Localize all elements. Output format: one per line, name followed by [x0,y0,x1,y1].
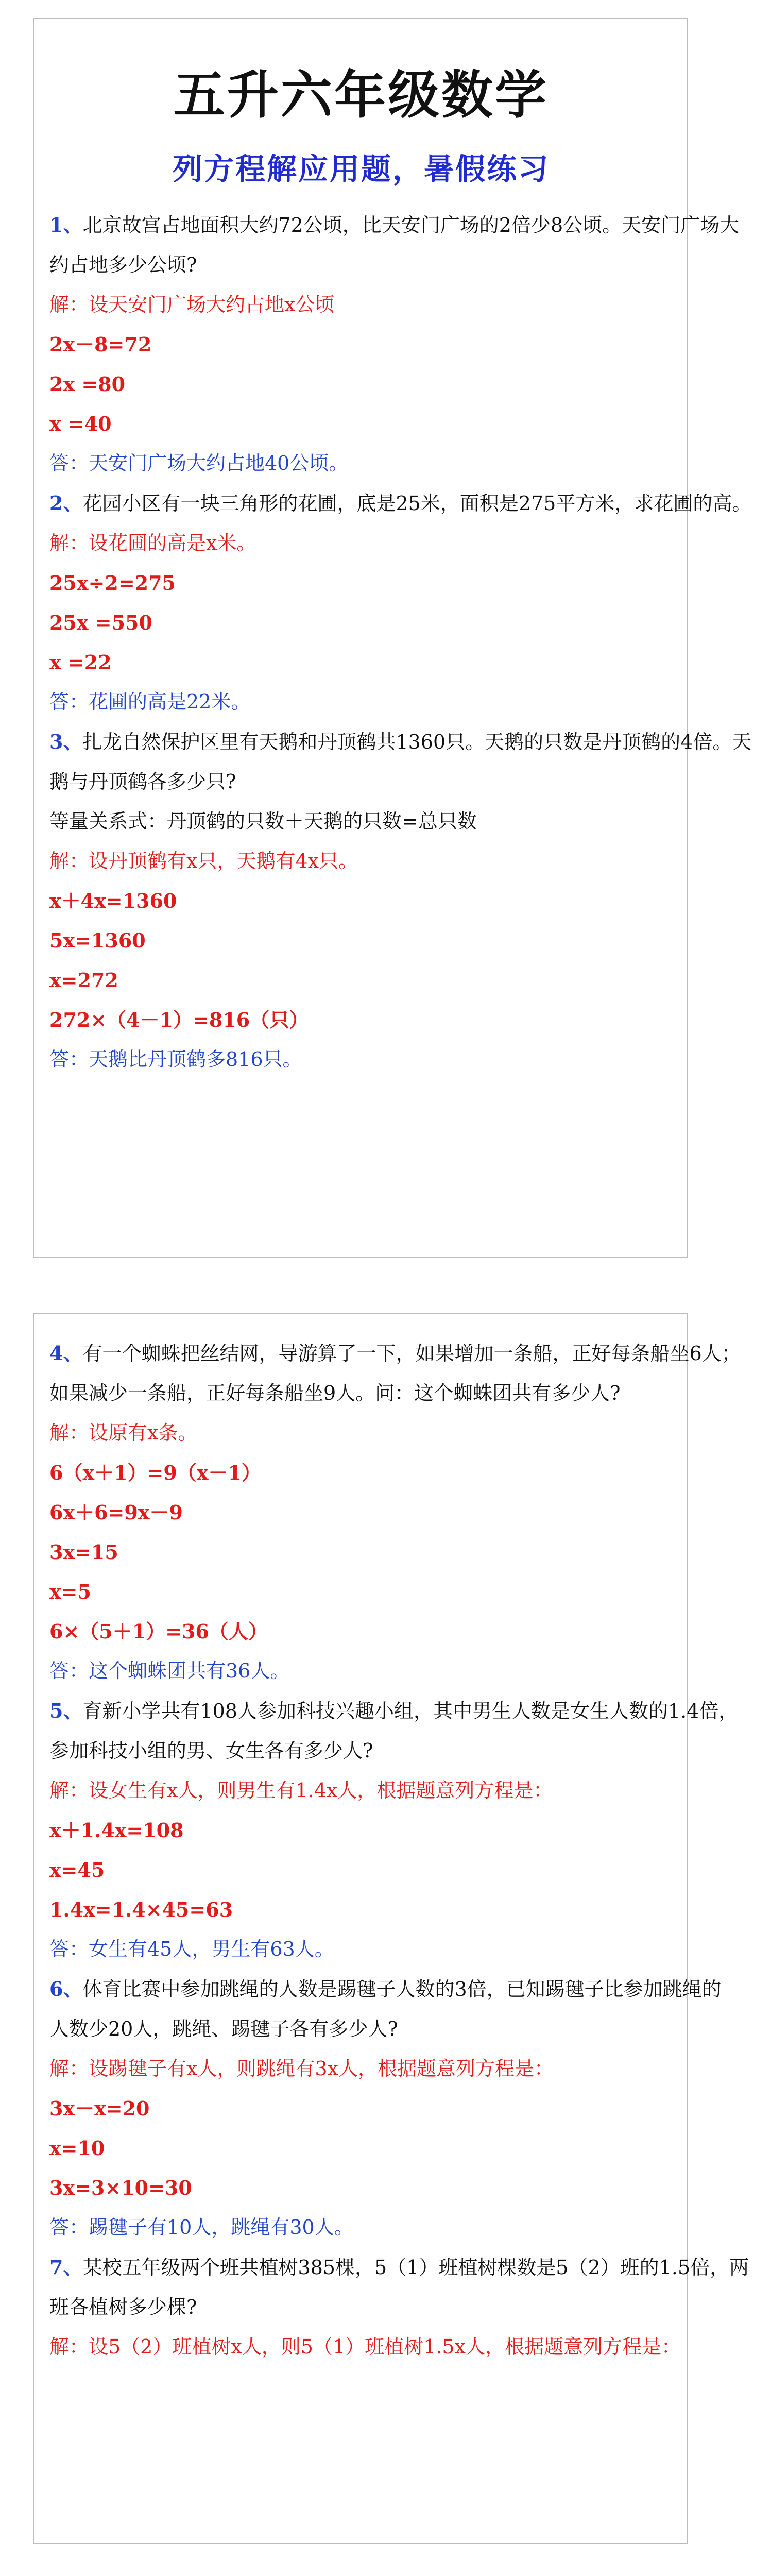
equation-line: x＋1.4x=108 [49,1819,184,1842]
question-text-line: 人数少20人，跳绳、踢毽子各有多少人? [49,2018,398,2040]
question-number: 5、 [49,1699,83,1722]
question-line [49,483,752,523]
question-text-line: 鹅与丹顶鹤各多少只? [49,770,236,793]
question-text: 有一个蜘蛛把丝结网，导游算了一下，如果增加一条船，正好每条船坐6人； [82,1342,741,1365]
question-text: 花园小区有一块三角形的花圃，底是25米，面积是275平方米，求花圃的高。 [82,492,752,515]
problem-lines-1 [49,205,752,1079]
question-line [49,205,740,245]
question-number: 3、 [49,730,83,753]
page-subtitle: 列方程解应用题，暑假练习 [172,151,550,187]
question-line [49,1333,741,1374]
equation-line: 6×（5＋1）=36（人） [49,1620,268,1643]
question-number: 1、 [49,213,83,236]
question-text: 育新小学共有108人参加科技兴趣小组，其中男生人数是女生人数的1.4倍， [82,1700,739,1722]
equation-line: x =22 [49,651,112,674]
question-text: 北京故宫占地面积大约72公顷，比天安门广场的2倍少8公顷。天安门广场大 [82,214,740,236]
equation-line: 3x=15 [49,1540,118,1564]
question-text-line: 参加科技小组的男、女生各有多少人? [49,1739,373,1762]
equation-line: 6x＋6=9x－9 [49,1501,183,1524]
equation-line: 2x =80 [49,372,126,396]
equation-line: x=5 [49,1580,91,1603]
equation-line: 1.4x=1.4×45=63 [49,1898,233,1921]
answer-line: 答：天鹅比丹顶鹤多816只。 [49,1048,302,1071]
equation-line: x=10 [49,2137,105,2160]
answer-line: 答：踢毽子有10人，跳绳有30人。 [49,2216,354,2239]
question-number: 7、 [49,2256,83,2279]
page-card-2 [33,1313,749,2544]
page-title: 五升六年级数学 [174,64,549,125]
question-line [49,1969,722,2009]
equation-line: x=272 [49,969,118,992]
equation-line: 25x =550 [49,611,152,634]
solution-setup-line: 解：设5（2）班植树x人，则5（1）班植树1.5x人，根据题意列方程是： [49,2335,681,2358]
question-number: 6、 [49,1977,83,2001]
equation-line: 6（x＋1）=9（x－1） [49,1461,261,1484]
page-card-1 [33,18,752,1258]
equation-line: 25x÷2=275 [49,571,176,595]
solution-setup-line: 解：设花圃的高是x米。 [49,532,256,554]
solution-setup-line: 解：设丹顶鹤有x只，天鹅有4x只。 [49,850,358,872]
answer-line: 答：天安门广场大约占地40公顷。 [49,452,349,474]
equation-line: x=45 [49,1858,105,1882]
question-number: 2、 [49,492,83,515]
question-text: 体育比赛中参加跳绳的人数是踢毽子人数的3倍，已知踢毽子比参加跳绳的 [82,1978,722,2001]
solution-setup-line: 解：设女生有x人，则男生有1.4x人，根据题意列方程是： [49,1779,553,1802]
question-number: 4、 [49,1342,83,1365]
equation-line: 3x－x=20 [49,2097,150,2120]
answer-line: 答：这个蜘蛛团共有36人。 [49,1659,290,1682]
solution-setup-line: 解：设天安门广场大约占地x公顷 [49,293,335,316]
equation-line: 2x－8=72 [49,333,152,356]
question-text-line: 如果减少一条船，正好每条船坐9人。问：这个蜘蛛团共有多少人? [49,1382,621,1404]
answer-line: 答：花圃的高是22米。 [49,690,251,713]
question-text: 扎龙自然保护区里有天鹅和丹顶鹤共1360只。天鹅的只数是丹顶鹤的4倍。天 [82,731,752,753]
question-text-line: 班各植树多少棵? [49,2296,197,2318]
question-line [49,1691,739,1731]
question-line [49,722,752,762]
answer-line: 答：女生有45人，男生有63人。 [49,1938,334,1960]
question-text-line: 等量关系式：丹顶鹤的只数＋天鹅的只数=总只数 [49,810,477,833]
question-text-line: 约占地多少公顷? [49,253,197,276]
equation-line: x＋4x=1360 [49,889,177,912]
solution-setup-line: 解：设原有x条。 [49,1421,198,1444]
equation-line: 272×（4－1）=816（只） [49,1008,309,1031]
equation-line: x =40 [49,412,112,435]
equation-line: 5x=1360 [49,929,146,952]
question-line [49,2247,749,2287]
question-text: 某校五年级两个班共植树385棵，5（1）班植树棵数是5（2）班的1.5倍，两 [82,2256,749,2279]
solution-setup-line: 解：设踢毽子有x人，则跳绳有3x人，根据题意列方程是： [49,2057,554,2080]
equation-line: 3x=3×10=30 [49,2176,192,2199]
problem-lines-2 [49,1333,749,2367]
